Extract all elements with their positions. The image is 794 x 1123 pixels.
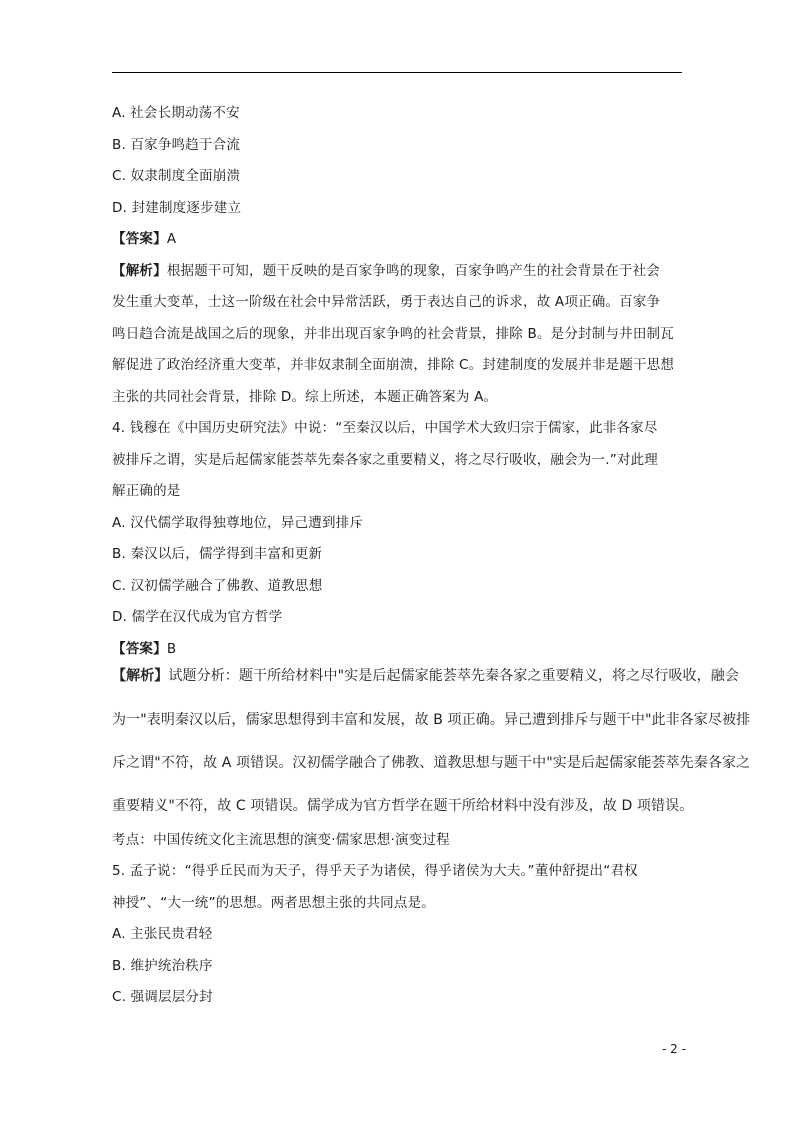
q3-answer-value: A <box>166 231 177 247</box>
q3-analysis-text-1: 根据题干可知，题干反映的是百家争鸣的现象，百家争鸣产生的社会背景在于社会 <box>166 263 661 279</box>
q4-answer-tag: 【答案】 <box>112 641 167 657</box>
q5-option-c: C. 强调层层分封 <box>112 989 213 1005</box>
q3-analysis-line-4: 解促进了政治经济重大变革，并非奴隶制全面崩溃，排除 C。封建制度的发展并非是题干思想 <box>112 357 675 373</box>
q4-analysis-line-2: 为一"表明秦汉以后，儒家思想得到丰富和发展，故 B 项正确。异己遭到排斥与题干中"此非各家尽被排 <box>112 712 751 728</box>
q4-option-d: D. 儒学在汉代成为官方哲学 <box>112 609 283 625</box>
q4-stem-line-2: 被排斥之谓，实是后起儒家能荟萃先秦各家之重要精义，将之尽行吸收，融会为一.”对此理 <box>112 452 658 468</box>
q3-option-b: B. 百家争鸣趋于合流 <box>112 137 241 153</box>
q5-stem-line-2: 神授”、“大一统”的思想。两者思想主张的共同点是。 <box>112 895 435 911</box>
q3-option-d: D. 封建制度逐步建立 <box>112 200 242 216</box>
q4-option-b: B. 秦汉以后，儒学得到丰富和更新 <box>112 546 323 562</box>
q3-analysis-line-3: 鸣日趋合流是战国之后的现象，并非出现百家争鸣的社会背景，排除 B。是分封制与井田制瓦 <box>112 326 674 342</box>
header-rule <box>112 72 682 73</box>
q3-option-a: A. 社会长期动荡不安 <box>112 105 240 121</box>
q4-analysis-line-1 <box>112 666 739 686</box>
q4-answer <box>112 640 176 658</box>
q5-option-a: A. 主张民贵君轻 <box>112 926 213 942</box>
q3-analysis-tag: 【解析】 <box>112 263 167 279</box>
q3-option-c: C. 奴隶制度全面崩溃 <box>112 168 241 184</box>
q4-analysis-text-1: 试题分析：题干所给材料中"实是后起儒家能荟萃先秦各家之重要精义，将之尽行吸收，融会 <box>168 668 739 684</box>
q5-stem-line-1: 5. 孟子说：“得乎丘民而为天子，得乎天子为诸侯，得乎诸侯为大夫。”董仲舒提出“君权 <box>112 863 638 879</box>
q3-answer-tag: 【答案】 <box>112 231 167 247</box>
q3-analysis-line-5: 主张的共同社会背景，排除 D。综上所述，本题正确答案为 A。 <box>112 389 498 405</box>
q3-analysis-line-1 <box>112 262 660 280</box>
q4-analysis-line-4: 重要精义"不符，故 C 项错误。儒学成为官方哲学在题干所给材料中没有涉及，故 D 项错误。 <box>112 798 694 814</box>
q4-option-c: C. 汉初儒学融合了佛教、道教思想 <box>112 578 323 594</box>
q3-analysis-line-2: 发生重大变革，士这一阶级在社会中异常活跃，勇于表达自己的诉求，故 A项正确。百家争 <box>112 294 661 310</box>
page-number: - 2 - <box>662 1042 686 1056</box>
q5-option-b: B. 维护统治秩序 <box>112 958 213 974</box>
q4-analysis-line-3: 斥之谓"不符，故 A 项错误。汉初儒学融合了佛教、道教思想与题干中"实是后起儒家能荟萃先秦各家之 <box>112 755 751 771</box>
q4-option-a: A. 汉代儒学取得独尊地位，异己遭到排斥 <box>112 515 364 531</box>
q4-stem-line-3: 解正确的是 <box>112 483 181 499</box>
q4-stem-line-1: 4. 钱穆在《中国历史研究法》中说：“至秦汉以后，中国学术大致归宗于儒家，此非各家尽 <box>112 420 658 436</box>
q4-kaodian: 考点：中国传统文化主流思想的演变·儒家思想·演变过程 <box>112 832 450 848</box>
q3-answer <box>112 230 176 248</box>
q4-answer-value: B <box>166 641 177 657</box>
q4-analysis-tag: 【解析】 <box>112 668 169 684</box>
